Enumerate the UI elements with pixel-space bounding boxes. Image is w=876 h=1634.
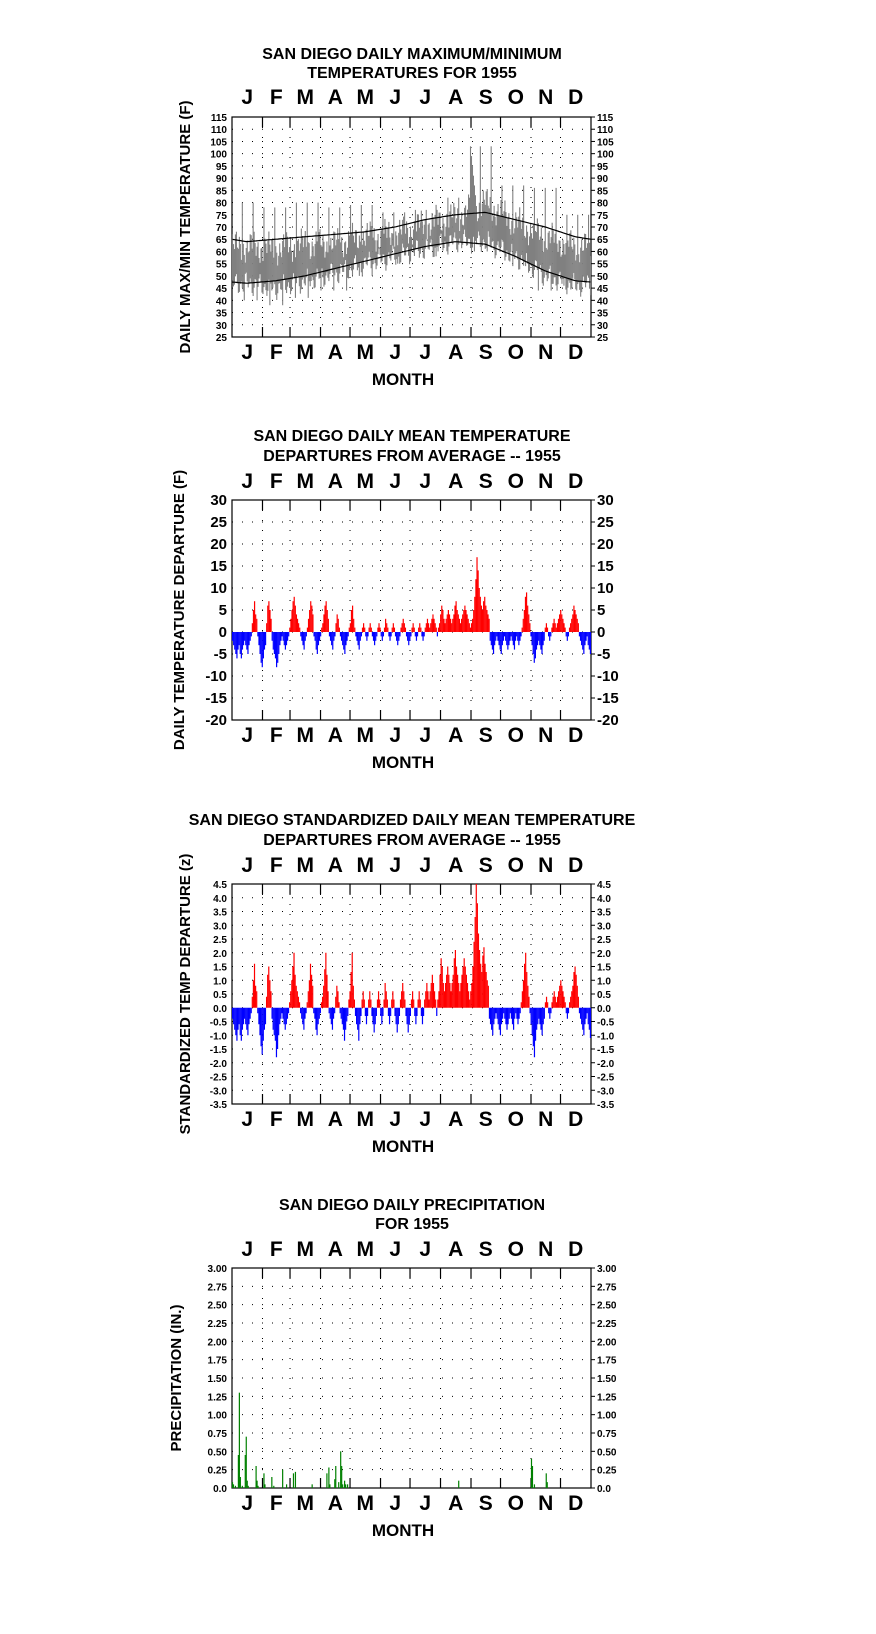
month-label-top: N xyxy=(538,854,554,877)
y-tick-label-left: 95 xyxy=(215,161,227,173)
month-label-bottom: D xyxy=(568,341,584,364)
month-label-bottom: A xyxy=(327,341,343,364)
y-tick-label-right: 1.00 xyxy=(597,1410,617,1422)
y-tick-label-right: 2.0 xyxy=(597,948,611,960)
month-label-top: D xyxy=(568,470,584,493)
month-label-bottom: J xyxy=(419,341,432,364)
standardized-departure-chart xyxy=(177,812,636,1156)
y-tick-label-right: 35 xyxy=(597,308,609,320)
chart-title-line: DEPARTURES FROM AVERAGE -- 1955 xyxy=(263,448,561,465)
month-label-top: J xyxy=(241,854,254,877)
month-label-bottom: F xyxy=(269,341,283,364)
month-label-bottom: O xyxy=(507,724,524,747)
y-tick-label-left: 2.00 xyxy=(207,1337,227,1349)
month-label-top: M xyxy=(296,1238,315,1261)
month-label-top: J xyxy=(389,470,402,493)
chart-title-line: FOR 1955 xyxy=(375,1216,449,1233)
y-tick-label-left: 2.75 xyxy=(207,1282,227,1294)
y-tick-label-left: -2.5 xyxy=(209,1072,227,1084)
y-tick-label-right: 1.5 xyxy=(597,962,611,974)
y-tick-label-left: -0.5 xyxy=(209,1017,227,1029)
y-tick-label-left: 2.50 xyxy=(207,1300,227,1312)
month-label-bottom: J xyxy=(389,724,402,747)
y-tick-label-left: 5 xyxy=(218,602,227,619)
month-label-bottom: M xyxy=(296,341,315,364)
y-tick-label-right: 40 xyxy=(597,296,609,308)
month-label-bottom: J xyxy=(241,1108,254,1131)
y-tick-label-right: 60 xyxy=(597,247,609,259)
month-label-top: F xyxy=(269,854,283,877)
y-tick-label-right: -5 xyxy=(597,646,611,663)
y-tick-label-right: 100 xyxy=(597,149,614,161)
month-label-bottom: N xyxy=(538,1492,554,1515)
month-label-bottom: J xyxy=(389,341,402,364)
month-label-bottom: J xyxy=(241,1492,254,1515)
y-tick-label-left: -1.0 xyxy=(209,1031,227,1043)
month-label-top: N xyxy=(538,1238,554,1261)
y-tick-label-right: 115 xyxy=(597,113,614,124)
y-tick-label-left: 15 xyxy=(210,558,227,575)
chart-title-line: SAN DIEGO DAILY MEAN TEMPERATURE xyxy=(253,428,571,445)
month-label-top: O xyxy=(507,854,524,877)
chart-title-line: SAN DIEGO STANDARDIZED DAILY MEAN TEMPERATURE xyxy=(188,812,636,829)
y-tick-label-left: 0.50 xyxy=(207,1447,227,1459)
month-label-top: D xyxy=(568,1238,584,1261)
y-tick-label-left: 10 xyxy=(210,580,227,597)
y-tick-label-right: 1.25 xyxy=(597,1392,617,1404)
month-label-top: A xyxy=(448,854,464,877)
y-axis-label: STANDARDIZED TEMP DEPARTURE (z) xyxy=(177,853,194,1135)
y-tick-label-right: 25 xyxy=(597,514,614,531)
month-label-top: J xyxy=(241,1238,254,1261)
chart-title-line: SAN DIEGO DAILY PRECIPITATION xyxy=(278,1197,546,1214)
y-tick-label-right: 15 xyxy=(597,558,614,575)
month-label-bottom: N xyxy=(538,724,554,747)
month-label-bottom: J xyxy=(389,1108,402,1131)
chart-title-line: TEMPERATURES FOR 1955 xyxy=(307,65,517,82)
month-label-bottom: M xyxy=(356,724,375,747)
month-label-top: S xyxy=(478,1238,493,1261)
month-label-top: D xyxy=(568,86,584,109)
y-tick-label-left: 1.00 xyxy=(207,1410,227,1422)
plot-frame xyxy=(232,1268,591,1488)
month-label-bottom: A xyxy=(327,1108,343,1131)
y-tick-label-right: 2.00 xyxy=(597,1337,617,1349)
month-label-bottom: F xyxy=(269,724,283,747)
y-tick-label-right: -2.5 xyxy=(597,1072,615,1084)
month-label-bottom: D xyxy=(568,1492,584,1515)
y-axis-label: PRECIPITATION (IN.) xyxy=(168,1304,185,1452)
y-tick-label-left: 1.75 xyxy=(207,1355,227,1367)
y-tick-label-left: 60 xyxy=(215,247,227,259)
month-label-top: M xyxy=(296,470,315,493)
y-tick-label-left: 3.5 xyxy=(213,907,227,919)
month-label-bottom: O xyxy=(507,1492,524,1515)
y-tick-label-left: -15 xyxy=(205,690,227,707)
precipitation-chart xyxy=(168,1197,617,1540)
month-label-top: A xyxy=(327,86,343,109)
month-label-bottom: M xyxy=(296,1108,315,1131)
y-tick-label-right: 65 xyxy=(597,235,609,247)
month-label-top: F xyxy=(269,86,283,109)
month-label-top: J xyxy=(419,86,432,109)
y-tick-label-left: 2.5 xyxy=(213,935,227,946)
y-tick-label-right: 2.25 xyxy=(597,1319,617,1330)
y-tick-label-right: 95 xyxy=(597,161,609,173)
y-tick-label-right: -1.5 xyxy=(597,1045,615,1056)
y-tick-label-right: 90 xyxy=(597,174,609,186)
month-label-top: J xyxy=(389,854,402,877)
y-tick-label-left: 4.5 xyxy=(213,880,227,891)
y-tick-label-right: 10 xyxy=(597,580,614,597)
y-tick-label-right: 75 xyxy=(597,210,609,222)
y-tick-label-right: 2.50 xyxy=(597,1300,617,1312)
month-label-bottom: S xyxy=(478,341,493,364)
y-tick-label-right: 1.0 xyxy=(597,976,611,988)
y-tick-label-left: 30 xyxy=(215,320,227,332)
y-tick-label-right: 2.75 xyxy=(597,1282,617,1294)
month-label-top: O xyxy=(507,1238,524,1261)
month-label-top: A xyxy=(327,1238,343,1261)
month-label-top: A xyxy=(327,854,343,877)
y-tick-label-left: 70 xyxy=(215,223,227,234)
y-tick-label-left: 40 xyxy=(215,296,227,308)
y-tick-label-right: 2.5 xyxy=(597,935,611,946)
y-tick-label-left: 1.50 xyxy=(207,1374,227,1385)
month-label-top: O xyxy=(507,470,524,493)
month-label-bottom: J xyxy=(241,341,254,364)
month-label-top: S xyxy=(478,470,493,493)
y-tick-label-left: -5 xyxy=(213,646,227,663)
y-tick-label-right: 0.50 xyxy=(597,1447,617,1459)
y-tick-label-right: 0.25 xyxy=(597,1465,617,1477)
month-label-top: M xyxy=(356,1238,375,1261)
y-tick-label-right: -3.5 xyxy=(597,1100,615,1111)
y-tick-label-right: 0.75 xyxy=(597,1429,617,1440)
month-label-top: N xyxy=(538,470,554,493)
y-tick-label-left: 35 xyxy=(215,308,227,320)
month-label-bottom: F xyxy=(269,1492,283,1515)
y-tick-label-left: -3.5 xyxy=(209,1100,227,1111)
x-axis-label: MONTH xyxy=(371,370,435,389)
y-tick-label-left: 2.0 xyxy=(213,948,227,960)
y-tick-label-right: 45 xyxy=(597,284,609,296)
month-label-bottom: J xyxy=(419,1492,432,1515)
month-label-bottom: J xyxy=(241,724,254,747)
y-tick-label-left: 20 xyxy=(210,536,227,553)
y-tick-label-right: 3.0 xyxy=(597,921,611,933)
month-label-top: S xyxy=(478,854,493,877)
temperature-departure-chart xyxy=(171,428,619,772)
y-tick-label-left: -3.0 xyxy=(209,1086,227,1098)
y-tick-label-left: 50 xyxy=(215,271,227,283)
month-label-bottom: O xyxy=(507,341,524,364)
y-tick-label-left: 2.25 xyxy=(207,1319,227,1330)
month-label-top: M xyxy=(356,854,375,877)
y-tick-label-left: 90 xyxy=(215,174,227,186)
y-tick-label-right: 25 xyxy=(597,333,609,344)
month-label-top: J xyxy=(389,1238,402,1261)
month-label-bottom: F xyxy=(269,1108,283,1131)
y-tick-label-right: 4.0 xyxy=(597,893,611,905)
x-axis-label: MONTH xyxy=(371,753,435,772)
month-label-bottom: J xyxy=(419,1108,432,1131)
x-axis-label: MONTH xyxy=(371,1521,435,1540)
month-label-top: D xyxy=(568,854,584,877)
month-label-top: M xyxy=(356,470,375,493)
month-label-top: A xyxy=(448,86,464,109)
month-label-top: J xyxy=(419,1238,432,1261)
y-tick-label-left: 3.0 xyxy=(213,921,227,933)
y-tick-label-right: 85 xyxy=(597,186,609,198)
y-tick-label-left: 115 xyxy=(210,113,227,124)
chart-title-line: SAN DIEGO DAILY MAXIMUM/MINIMUM xyxy=(262,46,562,63)
y-tick-label-left: 1.5 xyxy=(213,962,227,974)
month-label-top: A xyxy=(448,1238,464,1261)
month-label-bottom: A xyxy=(448,1492,464,1515)
y-tick-label-right: 0.0 xyxy=(597,1484,611,1495)
y-tick-label-right: 5 xyxy=(597,602,606,619)
y-tick-label-left: 100 xyxy=(210,149,227,161)
y-tick-label-left: 80 xyxy=(215,198,227,210)
y-tick-label-left: 55 xyxy=(215,259,227,271)
plot-frame xyxy=(232,884,591,1104)
y-tick-label-right: 30 xyxy=(597,320,609,332)
month-label-bottom: N xyxy=(538,341,554,364)
month-label-bottom: A xyxy=(448,1108,464,1131)
month-label-top: J xyxy=(419,470,432,493)
month-label-top: F xyxy=(269,470,283,493)
y-tick-label-right: 50 xyxy=(597,271,609,283)
y-tick-label-right: 70 xyxy=(597,223,609,234)
month-label-bottom: S xyxy=(478,724,493,747)
y-tick-label-left: 30 xyxy=(210,492,227,509)
month-label-bottom: M xyxy=(356,1492,375,1515)
y-tick-label-right: 1.50 xyxy=(597,1374,617,1385)
y-tick-label-right: 3.5 xyxy=(597,907,611,919)
y-tick-label-left: 110 xyxy=(210,125,227,137)
month-label-top: J xyxy=(419,854,432,877)
y-tick-label-left: 65 xyxy=(215,235,227,247)
y-tick-label-right: -15 xyxy=(597,690,619,707)
y-axis-label: DAILY MAX/MIN TEMPERATURE (F) xyxy=(177,100,194,354)
month-label-top: A xyxy=(448,470,464,493)
y-tick-label-right: 0.5 xyxy=(597,990,611,1001)
month-label-bottom: S xyxy=(478,1492,493,1515)
y-tick-label-right: 30 xyxy=(597,492,614,509)
y-tick-label-right: -0.5 xyxy=(597,1017,615,1029)
month-label-bottom: M xyxy=(356,1108,375,1131)
x-axis-label: MONTH xyxy=(371,1137,435,1156)
y-tick-label-left: 75 xyxy=(215,210,227,222)
y-tick-label-left: 85 xyxy=(215,186,227,198)
y-tick-label-left: -10 xyxy=(205,668,227,685)
month-label-bottom: N xyxy=(538,1108,554,1131)
month-label-bottom: M xyxy=(296,1492,315,1515)
month-label-bottom: M xyxy=(296,724,315,747)
y-tick-label-right: -1.0 xyxy=(597,1031,615,1043)
y-tick-label-left: 25 xyxy=(210,514,227,531)
y-tick-label-left: 105 xyxy=(210,137,227,149)
month-label-top: A xyxy=(327,470,343,493)
plot-frame xyxy=(232,500,591,720)
month-label-bottom: J xyxy=(389,1492,402,1515)
month-label-bottom: A xyxy=(327,1492,343,1515)
y-tick-label-left: -2.0 xyxy=(209,1058,227,1070)
month-label-top: J xyxy=(241,86,254,109)
y-tick-label-right: -20 xyxy=(597,712,619,729)
y-tick-label-right: -2.0 xyxy=(597,1058,615,1070)
y-tick-label-right: 105 xyxy=(597,137,614,149)
y-tick-label-left: -20 xyxy=(205,712,227,729)
y-tick-label-left: 0 xyxy=(218,624,227,641)
month-label-bottom: D xyxy=(568,1108,584,1131)
month-label-bottom: A xyxy=(448,724,464,747)
y-tick-label-left: 0.75 xyxy=(207,1429,227,1440)
y-tick-label-left: 0.5 xyxy=(213,990,227,1001)
y-tick-label-left: 0.25 xyxy=(207,1465,227,1477)
chart-title-line: DEPARTURES FROM AVERAGE -- 1955 xyxy=(263,832,561,849)
y-tick-label-right: 0 xyxy=(597,624,606,641)
month-label-top: J xyxy=(389,86,402,109)
y-tick-label-left: 3.00 xyxy=(207,1264,227,1275)
month-label-top: O xyxy=(507,86,524,109)
month-label-bottom: S xyxy=(478,1108,493,1131)
y-tick-label-right: -3.0 xyxy=(597,1086,615,1098)
y-tick-label-right: 110 xyxy=(597,125,614,137)
y-tick-label-left: 25 xyxy=(215,333,227,344)
month-label-bottom: O xyxy=(507,1108,524,1131)
y-axis-label: DAILY TEMPERATURE DEPARTURE (F) xyxy=(171,469,188,751)
y-tick-label-right: 4.5 xyxy=(597,880,611,891)
y-tick-label-left: 4.0 xyxy=(213,893,227,905)
y-tick-label-left: 45 xyxy=(215,284,227,296)
y-tick-label-right: 20 xyxy=(597,536,614,553)
month-label-bottom: A xyxy=(327,724,343,747)
month-label-top: M xyxy=(296,854,315,877)
month-label-top: M xyxy=(296,86,315,109)
month-label-top: N xyxy=(538,86,554,109)
y-tick-label-right: 55 xyxy=(597,259,609,271)
y-tick-label-right: -10 xyxy=(597,668,619,685)
y-tick-label-right: 1.75 xyxy=(597,1355,617,1367)
month-label-top: F xyxy=(269,1238,283,1261)
y-tick-label-left: 0.0 xyxy=(213,1484,227,1495)
month-label-top: J xyxy=(241,470,254,493)
y-tick-label-left: 1.25 xyxy=(207,1392,227,1404)
y-tick-label-right: 3.00 xyxy=(597,1264,617,1275)
month-label-bottom: M xyxy=(356,341,375,364)
y-tick-label-right: 0.0 xyxy=(597,1003,611,1015)
month-label-bottom: A xyxy=(448,341,464,364)
y-tick-label-left: 1.0 xyxy=(213,976,227,988)
month-label-top: S xyxy=(478,86,493,109)
y-tick-label-left: 0.0 xyxy=(213,1003,227,1015)
y-tick-label-right: 80 xyxy=(597,198,609,210)
maxmin-temperature-chart xyxy=(177,46,614,389)
month-label-bottom: J xyxy=(419,724,432,747)
month-label-bottom: D xyxy=(568,724,584,747)
y-tick-label-left: -1.5 xyxy=(209,1045,227,1056)
month-label-top: M xyxy=(356,86,375,109)
